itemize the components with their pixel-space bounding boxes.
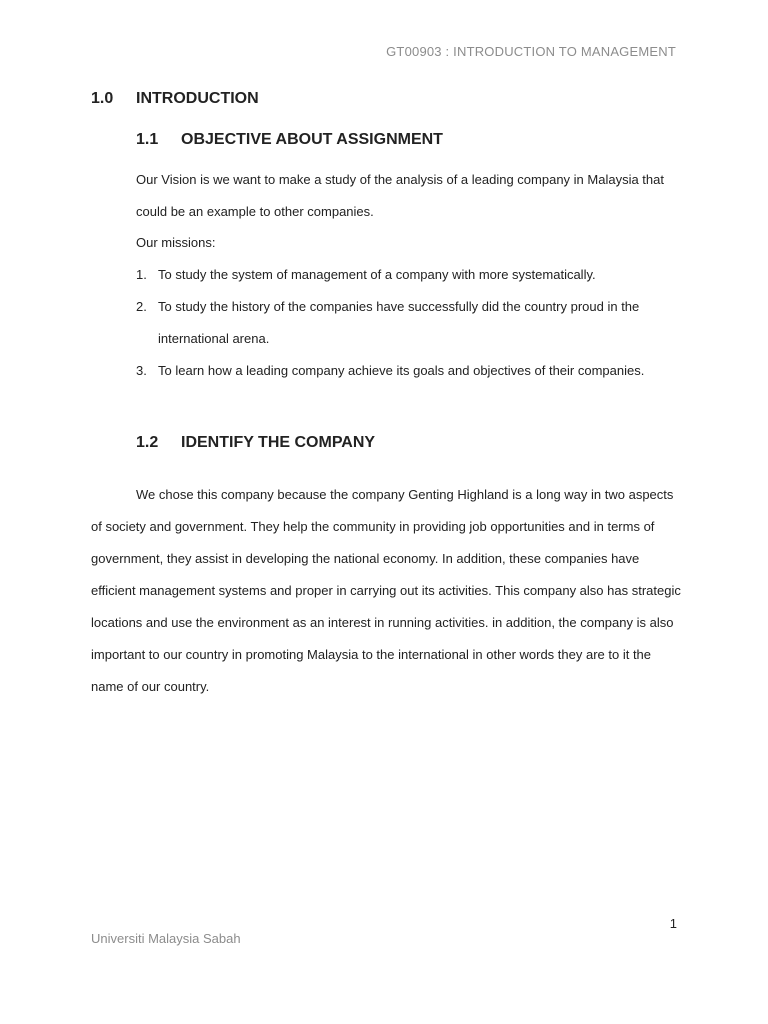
- subsection-title: OBJECTIVE ABOUT ASSIGNMENT: [181, 131, 443, 148]
- vision-paragraph: Our Vision is we want to make a study of the analysis of a leading company in Malaysia that could be an example to other companies.: [136, 172, 664, 219]
- running-header: GT00903 : INTRODUCTION TO MANAGEMENT: [386, 44, 676, 59]
- subsection-heading-identify-company: [136, 434, 375, 452]
- missions-list: [136, 259, 696, 387]
- mission-number: 2.: [136, 299, 147, 314]
- footer-institution: Universiti Malaysia Sabah: [91, 931, 241, 946]
- mission-text: To study the system of management of a company with more systematically.: [158, 267, 596, 282]
- mission-item: [136, 355, 696, 387]
- mission-item: [136, 291, 696, 355]
- section-heading-introduction: [91, 90, 259, 108]
- section-number: 1.0: [91, 90, 114, 107]
- subsection-number: 1.1: [136, 131, 159, 148]
- mission-text: To study the history of the companies have successfully did the country proud in the international arena.: [158, 299, 640, 346]
- mission-item: [136, 259, 696, 291]
- mission-number: 3.: [136, 363, 147, 378]
- company-paragraph: We chose this company because the company Genting Highland is a long way in two aspects of society and government. They help the community in providing job opportunities and in terms of government, they assist in developing the national economy. In addition, these companies have efficient management systems and proper in carrying out its activities. This company also has strategic locations and use the environment as an interest in running activities. in addition, the company is also important to our country in promoting Malaysia to the international in other words they are to it the name of our country.: [91, 487, 681, 694]
- subsection-heading-objective: [136, 131, 443, 149]
- page-number: 1: [669, 916, 677, 931]
- missions-label: Our missions:: [136, 235, 216, 250]
- mission-text: To learn how a leading company achieve its goals and objectives of their companies.: [158, 363, 645, 378]
- section-title: INTRODUCTION: [136, 90, 259, 107]
- subsection-number: 1.2: [136, 434, 159, 451]
- subsection-title: IDENTIFY THE COMPANY: [181, 434, 376, 451]
- mission-number: 1.: [136, 267, 147, 282]
